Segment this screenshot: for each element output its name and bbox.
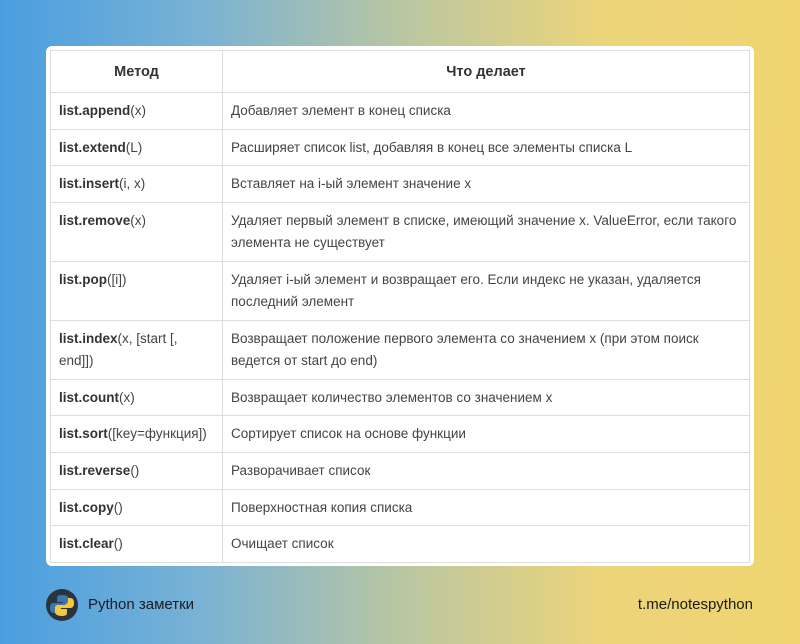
method-cell xyxy=(51,93,223,130)
channel-link[interactable]: t.me/notespython xyxy=(637,596,753,613)
method-name: list.append xyxy=(59,103,131,118)
method-cell xyxy=(51,489,223,526)
method-cell xyxy=(51,129,223,166)
method-name: list.clear xyxy=(59,536,114,552)
table-row xyxy=(51,452,750,489)
table-row xyxy=(51,261,750,320)
description-cell: Сортирует список на основе функции xyxy=(223,416,750,453)
description-cell: Очищает список xyxy=(223,526,750,563)
description-cell: Возвращает положение первого элемента со значением x (при этом поиск ведется от start до end) xyxy=(223,320,750,379)
method-cell xyxy=(51,379,223,416)
method-name: list.sort xyxy=(59,426,108,442)
table-row xyxy=(51,129,750,166)
method-name: list.remove xyxy=(59,212,131,228)
table-row xyxy=(51,202,750,261)
description-cell: Удаляет i-ый элемент и возвращает его. Если индекс не указан, удаляется последний элемент xyxy=(223,261,750,320)
table-row xyxy=(51,93,750,130)
method-args: (x) xyxy=(130,103,147,118)
description-cell: Удаляет первый элемент в списке, имеющий значение x. ValueError, если такого элемента не существует xyxy=(223,202,750,261)
description-cell: Поверхностная копия списка xyxy=(223,489,750,526)
method-args: () xyxy=(113,499,123,515)
method-args: ([key=функция]) xyxy=(107,426,207,442)
method-args: (x) xyxy=(119,389,135,405)
method-name: list.reverse xyxy=(59,462,131,478)
method-args: (x, [start [, end]]) xyxy=(59,330,178,368)
method-cell xyxy=(51,261,223,320)
method-name: list.insert xyxy=(59,176,120,192)
table-row xyxy=(51,526,750,563)
method-cell xyxy=(51,320,223,379)
header-description: Что делает xyxy=(223,51,750,93)
method-cell xyxy=(51,452,223,489)
description-cell: Возвращает количество элементов со значением x xyxy=(223,379,750,416)
list-methods-table xyxy=(50,50,750,563)
header-method: Метод xyxy=(51,51,223,93)
method-args: (x) xyxy=(130,212,147,228)
method-name: list.count xyxy=(59,389,119,405)
method-args: ([i]) xyxy=(107,271,127,287)
method-cell xyxy=(51,202,223,261)
channel-name: Python заметки xyxy=(88,596,195,613)
python-logo-icon xyxy=(46,589,78,621)
description-cell: Разворачивает список xyxy=(223,452,750,489)
description-cell: Добавляет элемент в конец списка xyxy=(223,93,750,130)
method-cell xyxy=(51,416,223,453)
method-cell xyxy=(51,526,223,563)
table-row xyxy=(51,320,750,379)
method-cell xyxy=(51,166,223,203)
table-row xyxy=(51,166,750,203)
description-cell: Вставляет на i-ый элемент значение x xyxy=(223,166,750,203)
methods-card xyxy=(46,46,754,566)
method-args: () xyxy=(113,536,123,552)
table-row xyxy=(51,379,750,416)
method-args: (i, x) xyxy=(119,176,146,192)
table-row xyxy=(51,416,750,453)
method-args: () xyxy=(130,462,140,478)
table-row xyxy=(51,489,750,526)
method-name: list.extend xyxy=(59,139,126,155)
method-name: list.copy xyxy=(59,499,114,515)
description-cell: Расширяет список list, добавляя в конец все элементы списка L xyxy=(223,129,750,166)
method-name: list.pop xyxy=(59,271,107,287)
method-args: (L) xyxy=(125,139,143,155)
method-name: list.index xyxy=(59,330,118,346)
